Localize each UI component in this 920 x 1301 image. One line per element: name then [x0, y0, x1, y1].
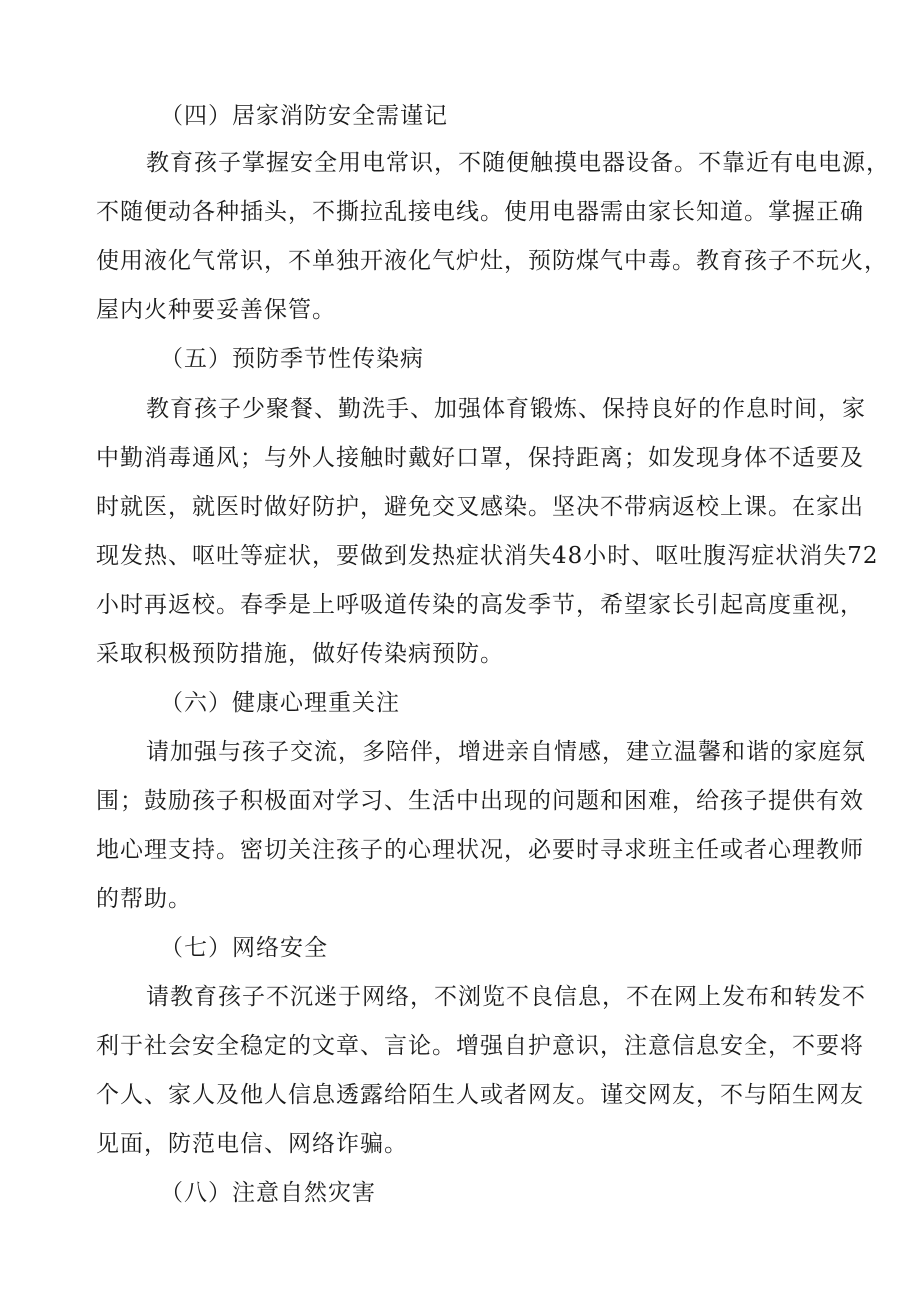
line-text: 个人、家人及他人信息透露给陌生人或者网友。谨交网友，不与陌生网友 — [96, 1082, 864, 1108]
paragraph-line — [0, 292, 920, 328]
section-heading-5 — [0, 341, 920, 377]
line-text: 请教育孩子不沉迷于网络，不浏览不良信息，不在网上发布和转发不 — [146, 984, 866, 1010]
section-heading-7 — [0, 930, 920, 966]
line-text: 屋内火种要妥善保管。 — [96, 297, 336, 323]
paragraph-line — [0, 194, 920, 230]
line-text: 时就医，就医时做好防护，避免交叉感染。坚决不带病返校上课。在家出 — [96, 494, 864, 520]
section-heading-8 — [0, 1175, 920, 1211]
line-text: 现发热、呕吐等症状，要做到发热症状消失48小时、呕吐腹泻症状消失72 — [96, 543, 879, 569]
paragraph-line — [0, 440, 920, 476]
line-text: 地心理支持。密切关注孩子的心理状况，必要时寻求班主任或者心理教师 — [96, 837, 864, 863]
heading-text: （四）居家消防安全需谨记 — [160, 103, 448, 129]
line-text: 请加强与孩子交流，多陪伴，增进亲自情感，建立温馨和谐的家庭氛 — [146, 739, 866, 765]
paragraph-line — [0, 391, 920, 427]
paragraph-line — [0, 783, 920, 819]
paragraph-line — [0, 1126, 920, 1162]
line-text: 见面，防范电信、网络诈骗。 — [96, 1131, 408, 1157]
line-text: 小时再返校。春季是上呼吸道传染的高发季节，希望家长引起高度重视， — [96, 592, 864, 618]
paragraph-line — [0, 489, 920, 525]
section-heading-6 — [0, 685, 920, 721]
line-text: 利于社会安全稳定的文章、言论。增强自护意识，注意信息安全，不要将 — [96, 1033, 864, 1059]
paragraph-line — [0, 881, 920, 917]
line-text: 采取积极预防措施，做好传染病预防。 — [96, 641, 504, 667]
paragraph-line — [0, 832, 920, 868]
line-text: 教育孩子掌握安全用电常识，不随便触摸电器设备。不靠近有电电源， — [146, 150, 890, 176]
paragraph-line — [0, 636, 920, 672]
heading-text: （八）注意自然灾害 — [160, 1180, 376, 1206]
paragraph-line — [0, 243, 920, 279]
paragraph-line — [0, 1028, 920, 1064]
paragraph-line — [0, 734, 920, 770]
heading-text: （七）网络安全 — [160, 935, 328, 961]
line-text: 中勤消毒通风；与外人接触时戴好口罩，保持距离；如发现身体不适要及 — [96, 445, 864, 471]
paragraph-line — [0, 1077, 920, 1113]
paragraph-line — [0, 145, 920, 181]
line-text: 的帮助。 — [96, 886, 192, 912]
section-heading-4 — [0, 98, 920, 134]
paragraph-line — [0, 587, 920, 623]
line-text: 不随便动各种插头，不撕拉乱接电线。使用电器需由家长知道。掌握正确 — [96, 199, 864, 225]
line-text: 围；鼓励孩子积极面对学习、生活中出现的问题和困难，给孩子提供有效 — [96, 788, 864, 814]
heading-text: （六）健康心理重关注 — [160, 690, 400, 716]
heading-text: （五）预防季节性传染病 — [160, 346, 424, 372]
line-text: 使用液化气常识，不单独开液化气炉灶，预防煤气中毒。教育孩子不玩火， — [96, 248, 888, 274]
paragraph-line — [0, 538, 920, 574]
line-text: 教育孩子少聚餐、勤洗手、加强体育锻炼、保持良好的作息时间，家 — [146, 396, 866, 422]
paragraph-line — [0, 979, 920, 1015]
